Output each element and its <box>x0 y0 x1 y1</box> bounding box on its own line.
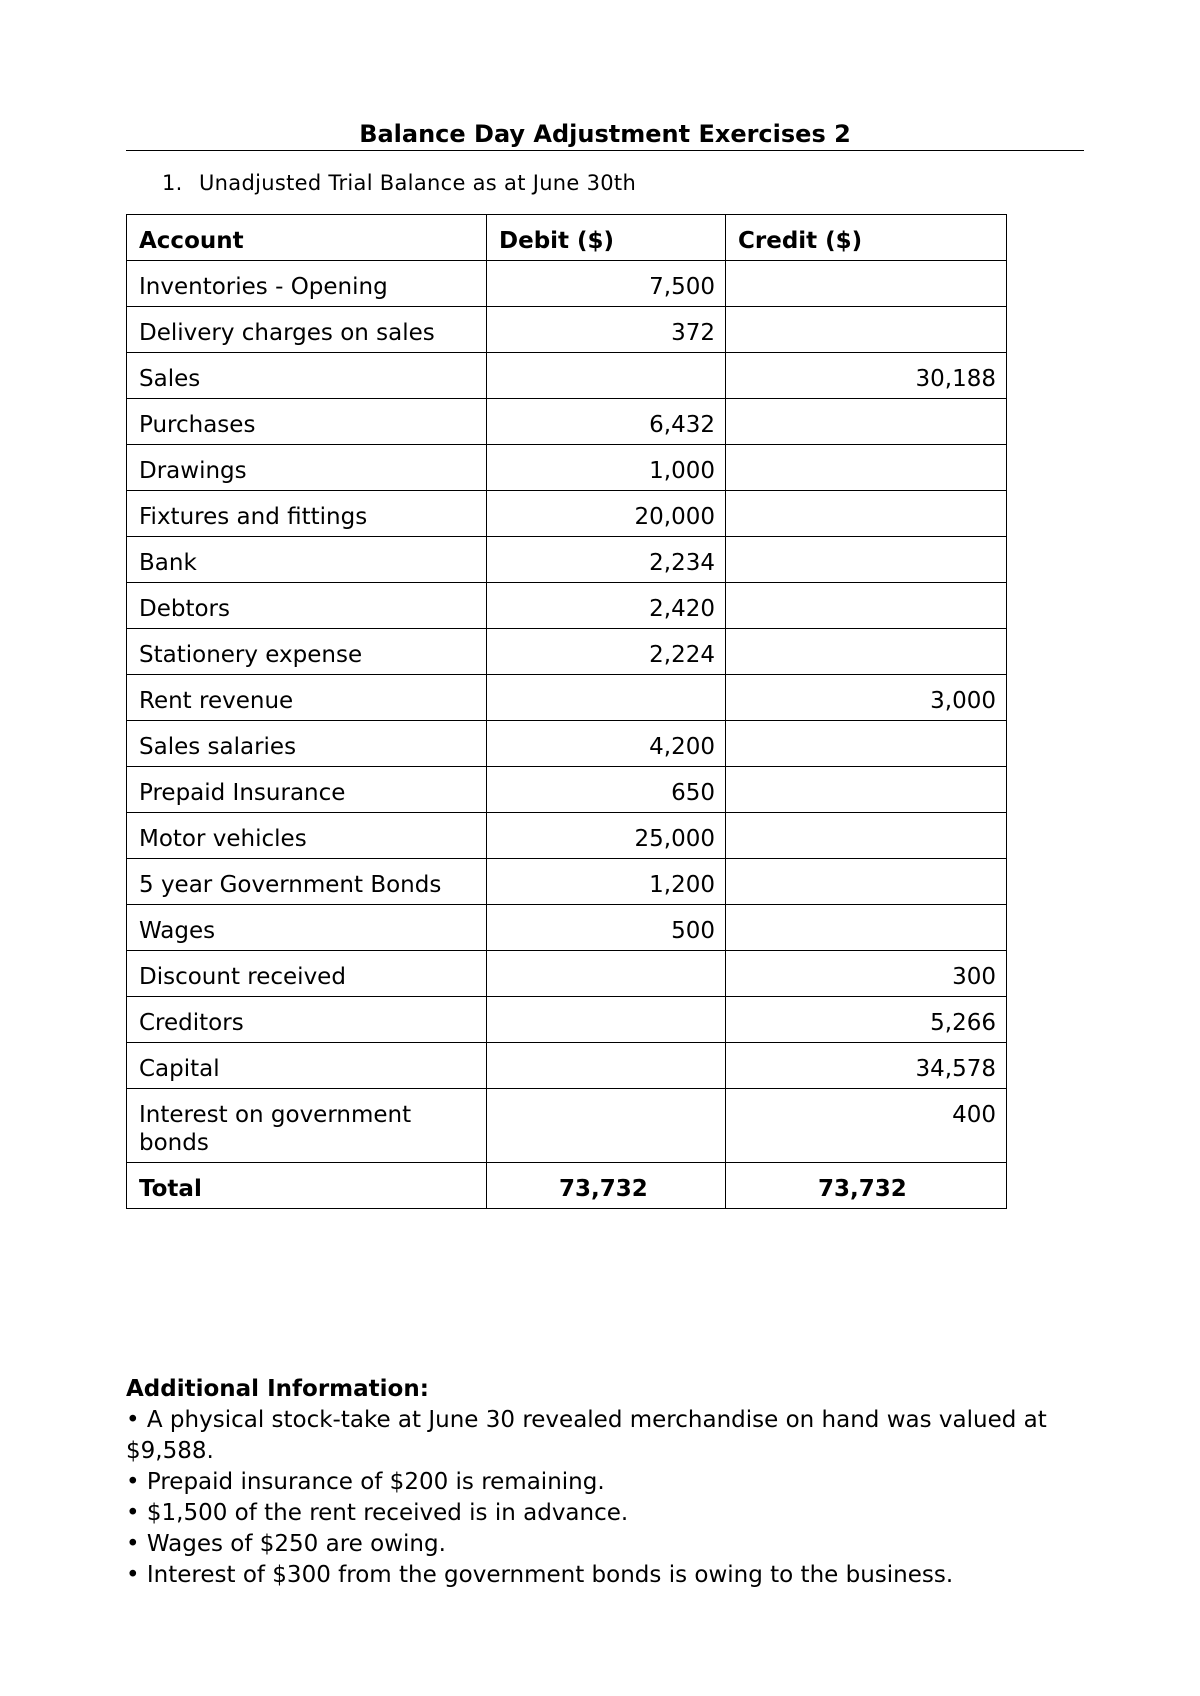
total-row <box>127 1163 1007 1209</box>
table-row <box>127 905 1007 951</box>
table-row <box>127 399 1007 445</box>
info-item: • A physical stock-take at June 30 revealed merchandise on hand was valued at $9,588. <box>126 1407 1047 1464</box>
info-item: • Prepaid insurance of $200 is remaining. <box>126 1469 605 1495</box>
account-cell: Motor vehicles <box>127 813 487 859</box>
table-row <box>127 721 1007 767</box>
table-row <box>127 859 1007 905</box>
debit-cell: 2,234 <box>487 537 726 583</box>
debit-cell: 1,200 <box>487 859 726 905</box>
account-cell: Interest on government bonds <box>127 1089 487 1163</box>
debit-cell <box>487 1089 726 1163</box>
header-credit: Credit ($) <box>726 215 1007 261</box>
total-debit: 73,732 <box>487 1163 726 1209</box>
table-row <box>127 813 1007 859</box>
account-cell: Bank <box>127 537 487 583</box>
credit-cell <box>726 629 1007 675</box>
table-row <box>127 675 1007 721</box>
account-cell: Drawings <box>127 445 487 491</box>
credit-cell <box>726 307 1007 353</box>
account-cell: Fixtures and fittings <box>127 491 487 537</box>
credit-cell <box>726 721 1007 767</box>
table-row <box>127 997 1007 1043</box>
trial-balance-table <box>126 214 1007 1209</box>
credit-cell <box>726 583 1007 629</box>
account-cell: Inventories - Opening <box>127 261 487 307</box>
additional-info-heading: Additional Information: <box>126 1376 429 1402</box>
debit-cell: 6,432 <box>487 399 726 445</box>
credit-cell <box>726 859 1007 905</box>
table-row <box>127 767 1007 813</box>
debit-cell <box>487 675 726 721</box>
account-cell: 5 year Government Bonds <box>127 859 487 905</box>
credit-cell <box>726 767 1007 813</box>
info-item: • Interest of $300 from the government bonds is owing to the business. <box>126 1562 954 1588</box>
section-number: 1. <box>162 171 183 195</box>
additional-information <box>126 1374 1086 1591</box>
account-cell: Sales salaries <box>127 721 487 767</box>
account-cell: Purchases <box>127 399 487 445</box>
credit-cell: 5,266 <box>726 997 1007 1043</box>
debit-cell: 1,000 <box>487 445 726 491</box>
debit-cell <box>487 1043 726 1089</box>
account-cell: Debtors <box>127 583 487 629</box>
debit-cell: 20,000 <box>487 491 726 537</box>
debit-cell: 650 <box>487 767 726 813</box>
credit-cell: 30,188 <box>726 353 1007 399</box>
credit-cell <box>726 445 1007 491</box>
account-cell: Stationery expense <box>127 629 487 675</box>
title-divider <box>126 150 1084 151</box>
info-item: • $1,500 of the rent received is in advance. <box>126 1500 629 1526</box>
account-cell: Prepaid Insurance <box>127 767 487 813</box>
total-credit: 73,732 <box>726 1163 1007 1209</box>
total-label: Total <box>127 1163 487 1209</box>
credit-cell <box>726 813 1007 859</box>
account-cell: Capital <box>127 1043 487 1089</box>
table-row <box>127 307 1007 353</box>
credit-cell <box>726 399 1007 445</box>
table-row <box>127 353 1007 399</box>
table-row <box>127 445 1007 491</box>
account-cell: Creditors <box>127 997 487 1043</box>
debit-cell: 25,000 <box>487 813 726 859</box>
table-row <box>127 629 1007 675</box>
credit-cell: 400 <box>726 1089 1007 1163</box>
table-row <box>127 491 1007 537</box>
account-cell: Delivery charges on sales <box>127 307 487 353</box>
credit-cell: 3,000 <box>726 675 1007 721</box>
credit-cell <box>726 491 1007 537</box>
debit-cell <box>487 353 726 399</box>
table-row <box>127 951 1007 997</box>
debit-cell: 7,500 <box>487 261 726 307</box>
table-row <box>127 1089 1007 1163</box>
table-row <box>127 1043 1007 1089</box>
page-title: Balance Day Adjustment Exercises 2 <box>359 120 851 148</box>
credit-cell <box>726 261 1007 307</box>
section-heading <box>162 170 636 196</box>
header-debit: Debit ($) <box>487 215 726 261</box>
account-cell: Discount received <box>127 951 487 997</box>
credit-cell: 300 <box>726 951 1007 997</box>
debit-cell <box>487 997 726 1043</box>
table-row <box>127 261 1007 307</box>
info-item: • Wages of $250 are owing. <box>126 1531 446 1557</box>
debit-cell: 2,224 <box>487 629 726 675</box>
table-row <box>127 537 1007 583</box>
debit-cell: 4,200 <box>487 721 726 767</box>
account-cell: Rent revenue <box>127 675 487 721</box>
credit-cell: 34,578 <box>726 1043 1007 1089</box>
section-title: Unadjusted Trial Balance as at June 30th <box>199 171 637 195</box>
credit-cell <box>726 905 1007 951</box>
debit-cell: 372 <box>487 307 726 353</box>
account-cell: Wages <box>127 905 487 951</box>
table-header-row <box>127 215 1007 261</box>
debit-cell: 500 <box>487 905 726 951</box>
table-row <box>127 583 1007 629</box>
account-cell: Sales <box>127 353 487 399</box>
debit-cell: 2,420 <box>487 583 726 629</box>
header-account: Account <box>127 215 487 261</box>
credit-cell <box>726 537 1007 583</box>
debit-cell <box>487 951 726 997</box>
